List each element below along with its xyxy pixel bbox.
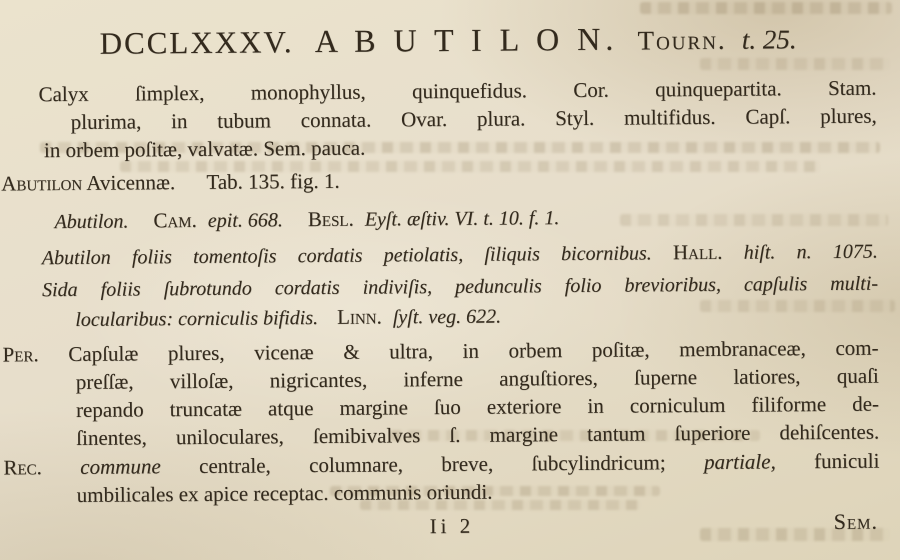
synonym-linnaeus-line-2 — [75, 304, 501, 334]
plate-reference: t. 25. — [741, 24, 797, 55]
species-heading — [1, 169, 340, 199]
signature-mark: Ii 2 — [429, 513, 475, 539]
authority-abbrev: Tourn. — [637, 24, 727, 56]
synonym-name: Abutilon. — [54, 210, 129, 234]
receptaculum-partiale: partiale, — [703, 449, 776, 475]
author-abbrev-hall: Hall. — [672, 239, 723, 265]
species-genus-label: Abutilon — [1, 170, 83, 196]
receptaculum-label: Rec. — [3, 455, 42, 480]
pericarpium-line-4: ſinentes, uniloculares, ſemibivalves ſ. margine tantum ſuperiore dehiſcentes. — [76, 419, 880, 450]
author-abbrev-linn: Linn. — [336, 304, 382, 329]
pericarpium-text: Capſulæ plures, vicenæ & ultra, in orbem poſitæ, membranaceæ, com- — [68, 335, 879, 366]
receptaculum-text-1: centrale, columnare, breve, ſubcylindricum; — [198, 450, 666, 478]
pericarpium-line-3: repando truncatæ atque margine ſuo exteriore in corniculum filiforme de- — [75, 391, 880, 422]
citation-hall: hiſt. n. 1075. — [743, 240, 878, 264]
synonym-phrase: Abutilon foliis tomentoſis cordatis petiolatis, ſiliquis bicornibus. — [41, 242, 652, 270]
synonym-linnaeus-line-1: Sida foliis ſubrotundo cordatis indiviſis, pedunculis folio brevioribus, capſulis multi- — [41, 272, 879, 302]
author-abbrev-cam: Cam. — [153, 207, 197, 233]
genus-name: A B U T I L O N. — [314, 20, 619, 60]
generic-character-line-1: Calyx ſimplex, monophyllus, quinquefidus. Cor. quinquepartita. Stam. — [38, 75, 877, 107]
citation-linn: ſyſt. veg. 622. — [392, 305, 502, 329]
synonym-haller — [42, 239, 878, 273]
species-plate-reference: Tab. 135. fig. 1. — [206, 168, 340, 194]
receptaculum-text-2: funiculi — [814, 448, 880, 474]
receptaculum-line-1 — [3, 449, 879, 483]
synonym-phrase-continued: locularibus: corniculis bifidis. — [75, 307, 319, 331]
pericarpium-label: Per. — [2, 342, 39, 367]
synonym-camerarius-besler — [54, 205, 559, 236]
author-abbrev-besl: Besl. — [307, 206, 354, 232]
citation-besl: Eyſt. æſtiv. VI. t. 10. f. 1. — [364, 207, 560, 231]
entry-heading — [0, 18, 898, 69]
citation-cam: epit. 668. — [207, 209, 283, 232]
entry-number: DCCLXXXV. — [99, 24, 294, 61]
catchword: Sem. — [833, 508, 879, 534]
receptaculum-commune: commune — [80, 454, 161, 479]
species-epithet: Avicennæ. — [86, 170, 176, 195]
pericarpium-line-2: preſſæ, villoſæ, nigricantes, inferne anguſtiores, ſuperne latiores, quaſi — [75, 363, 879, 394]
generic-character-line-2: plurima, in tubum connata. Ovar. plura. Styl. multifidus. Capſ. plures, — [70, 103, 877, 134]
receptaculum-line-2: umbilicales ex apice receptac. communis oriundi. — [76, 479, 493, 507]
generic-character-line-3: in orbem poſitæ, valvatæ. Sem. pauca. — [43, 135, 366, 163]
